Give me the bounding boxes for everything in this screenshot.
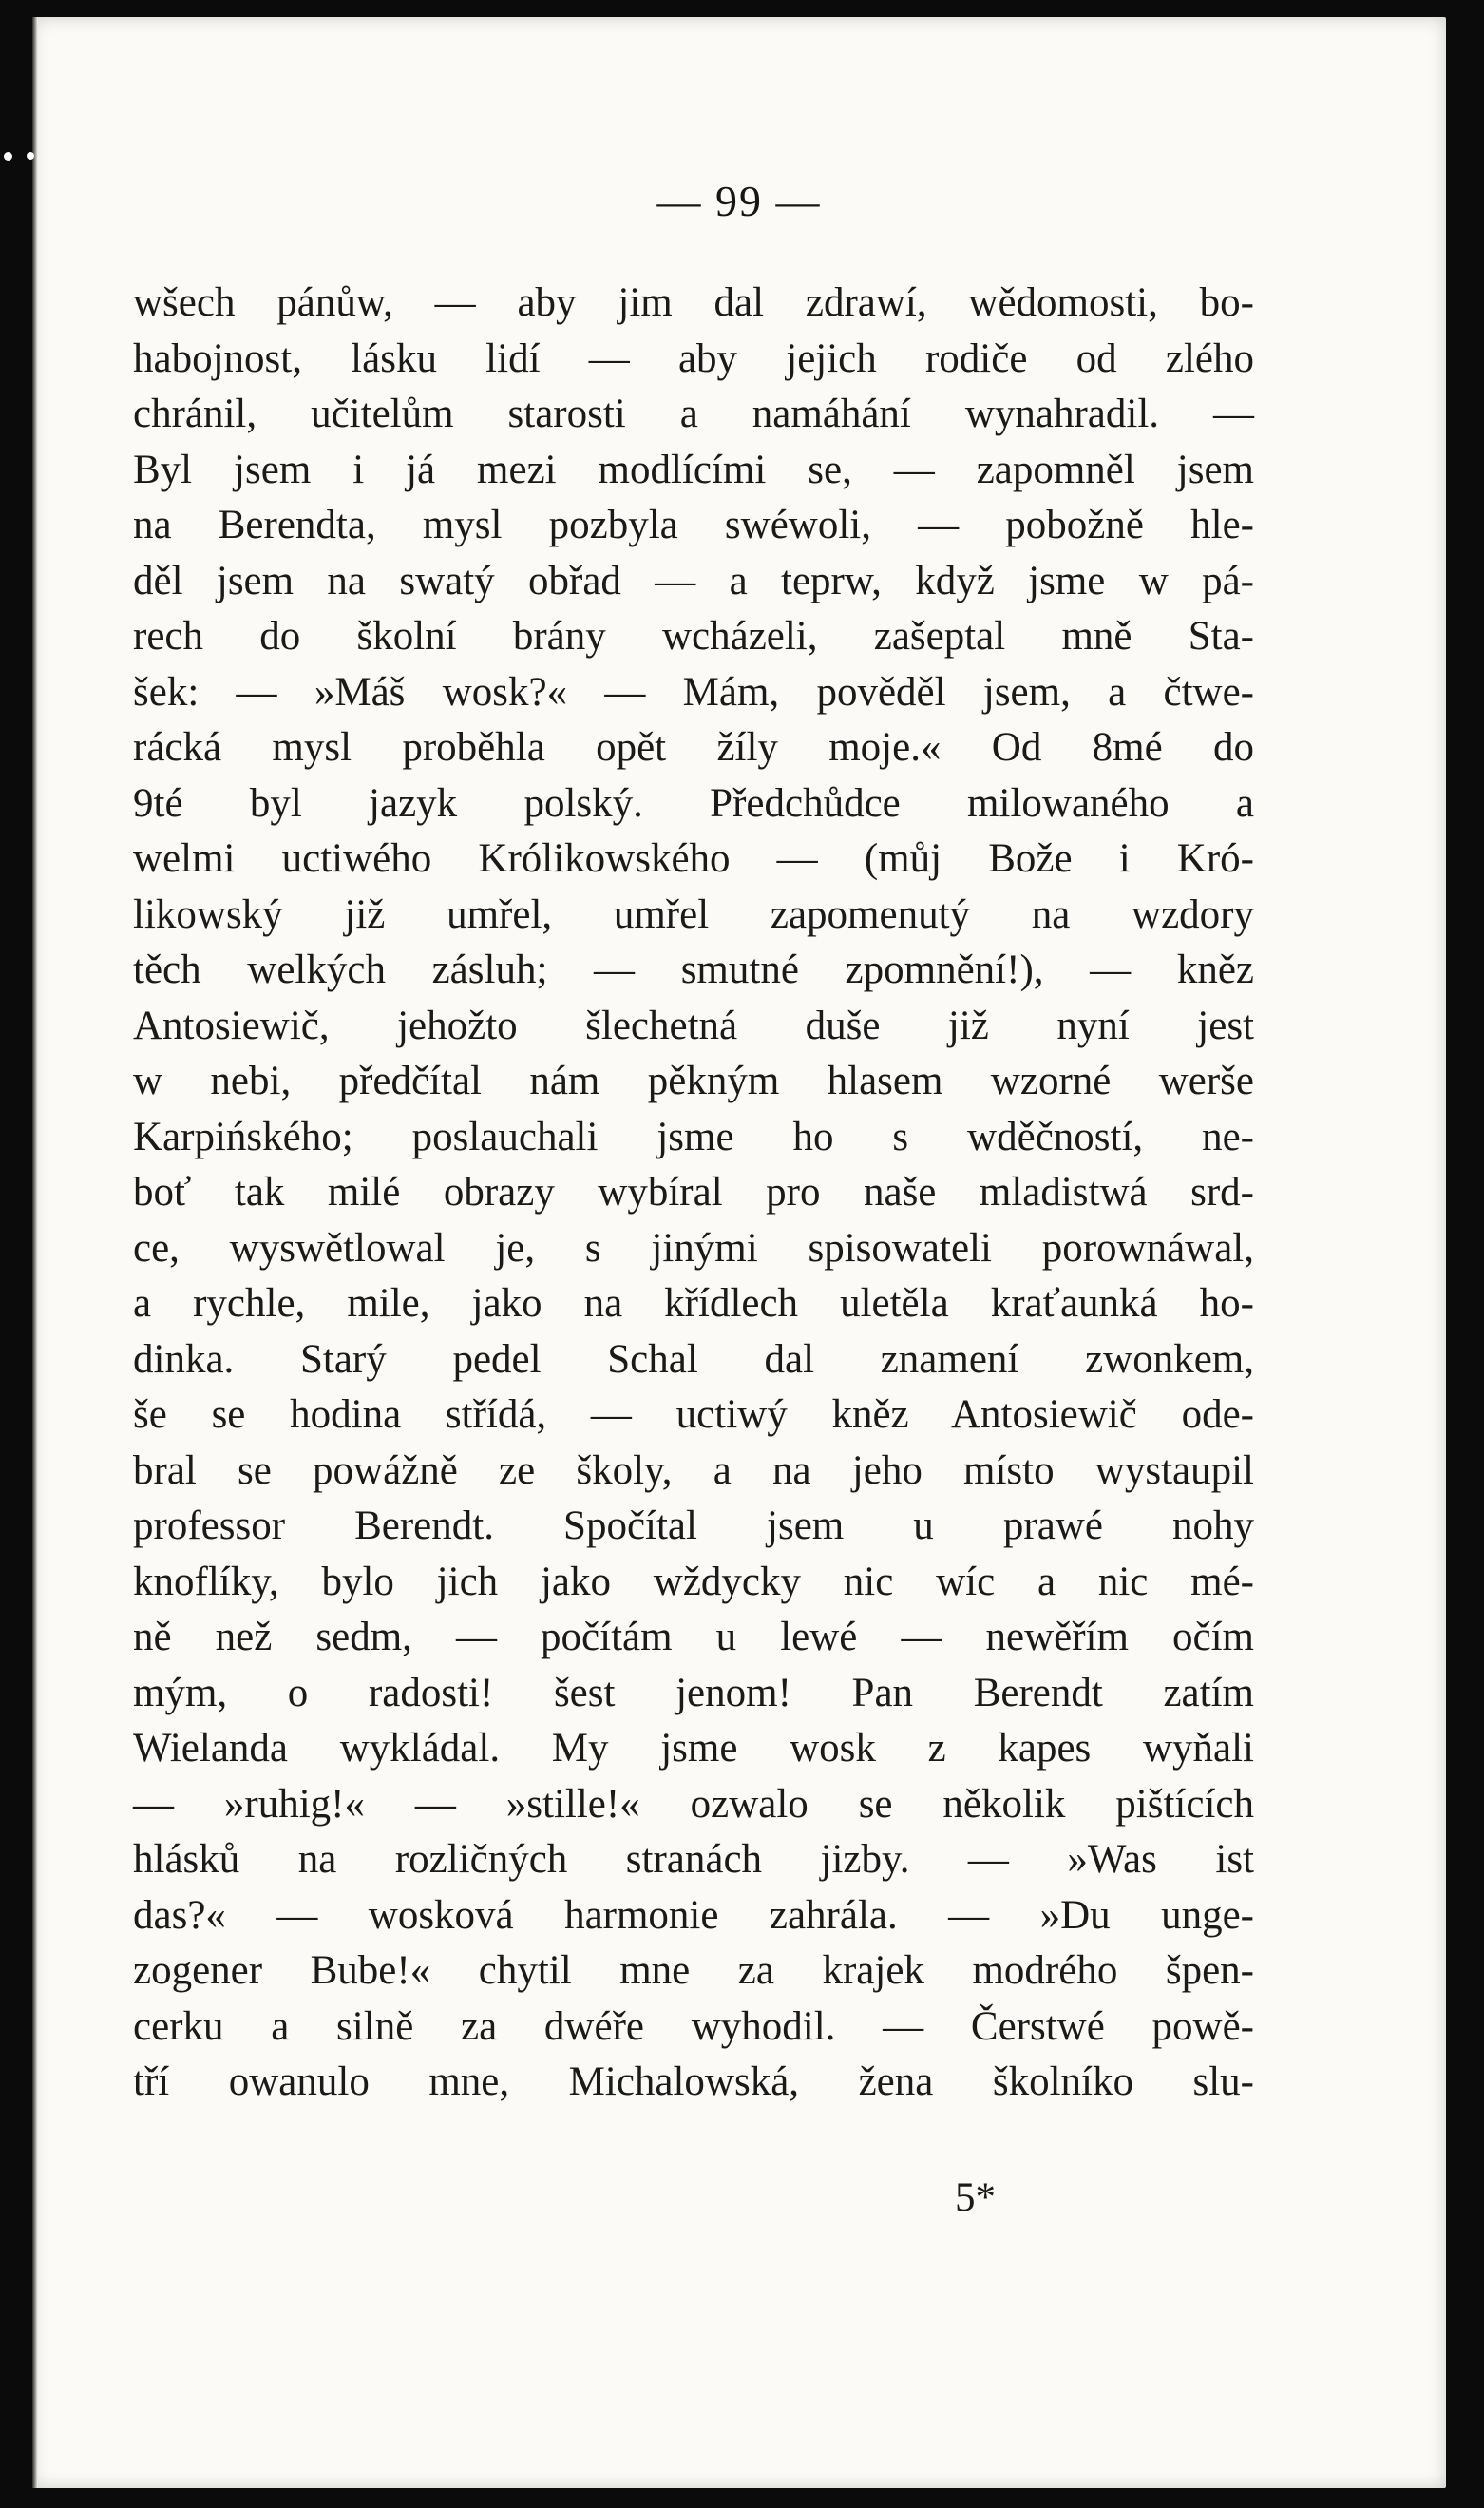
text-line: tří owanulo mne, Michalowská, žena školníko slu-: [133, 2059, 1254, 2104]
text-line: habojnost, lásku lidí — aby jejich rodiče od zlého: [133, 335, 1254, 381]
body-text: [133, 276, 1254, 2222]
text-line: [133, 2111, 1254, 2167]
text-line: šek: — »Máš wosk?« — Mám, pověděl jsem, a čtwe-: [133, 669, 1254, 715]
text-line: a rychle, mile, jako na křídlech uletěla kraťaunká ho-: [133, 1281, 1254, 1326]
text-line: welmi uctiwého Królikowského — (můj Bože i Kró-: [133, 836, 1254, 881]
text-line: chránil, učitelům starosti a namáhání wynahradil. —: [133, 392, 1254, 436]
scan-speck-1: [4, 152, 12, 161]
text-line: Wielanda wykládal. My jsme wosk z kapes wyňali: [133, 1726, 1254, 1771]
text-line: dinka. Starý pedel Schal dal znamení zwonkem,: [133, 1336, 1254, 1382]
text-line: — »ruhig!« — »stille!« ozwalo se několik pištících: [133, 1781, 1254, 1827]
text-line: boť tak milé obrazy wybíral pro naše mladistwá srd-: [133, 1170, 1254, 1215]
text-line: rech do školní brány wcházeli, zašeptal mně Sta-: [133, 614, 1254, 659]
text-line: Antosiewič, jehožto šlechetná duše již nyní jest: [133, 1003, 1254, 1048]
text-line: w nebi, předčítal nám pěkným hlasem wzorné werše: [133, 1059, 1254, 1103]
page-binding-edge: [32, 17, 38, 2488]
text-line: še se hodina střídá, — uctiwý kněz Antosiewič ode-: [133, 1392, 1254, 1437]
text-line: wšech pánůw, — aby jim dal zdrawí, wědomosti, bo-: [133, 280, 1254, 325]
text-line: děl jsem na swatý obřad — a teprw, když jsme w pá-: [133, 558, 1254, 603]
text-line: likowský již umřel, umřel zapomenutý na wzdory: [133, 891, 1254, 937]
text-line: bral se powážně ze školy, a na jeho místo wystaupil: [133, 1447, 1254, 1493]
text-line: cerku a silně za dwéře wyhodil. — Čerstwé powě-: [133, 2003, 1254, 2049]
text-line: Karpińského; poslauchali jsme ho s wděčností, ne-: [133, 1114, 1254, 1159]
page-number-header: — 99 —: [656, 177, 822, 225]
text-line: knoflíky, bylo jich jako wždycky nic wíc a nic mé-: [133, 1559, 1254, 1604]
text-line: das?« — wosková harmonie zahrála. — »Du unge-: [133, 1892, 1254, 1938]
text-line: ně než sedm, — počítám u lewé — newěřím očím: [133, 1615, 1254, 1659]
text-line: professor Berendt. Spočítal jsem u prawé nohy: [133, 1503, 1254, 1548]
scan-speck-2: [27, 152, 34, 160]
text-line: těch welkých zásluh; — smutné zpomnění!), — kněz: [133, 948, 1254, 992]
text-line: [133, 2166, 1254, 2222]
text-line: ce, wyswětlowal je, s jinými spisowateli porownáwal,: [133, 1225, 1254, 1271]
text-line: mým, o radosti! šest jenom! Pan Berendt zatím: [133, 1670, 1254, 1715]
text-line: hlásků na rozličných stranách jizby. — »Was ist: [133, 1837, 1254, 1882]
text-line: na Berendta, mysl pozbyla swéwoli, — pobožně hle-: [133, 503, 1254, 547]
text-line: Byl jsem i já mezi modlícími se, — zapomněl jsem: [133, 447, 1254, 492]
text-line: rácká mysl proběhla opět žíly moje.« Od 8mé do: [133, 725, 1254, 770]
signature-mark: 5*: [955, 2175, 996, 2220]
text-line: zogener Bube!« chytil mne za krajek modrého špen-: [133, 1948, 1254, 1993]
text-line: 9té byl jazyk polský. Předchůdce milowaného a: [133, 780, 1254, 826]
